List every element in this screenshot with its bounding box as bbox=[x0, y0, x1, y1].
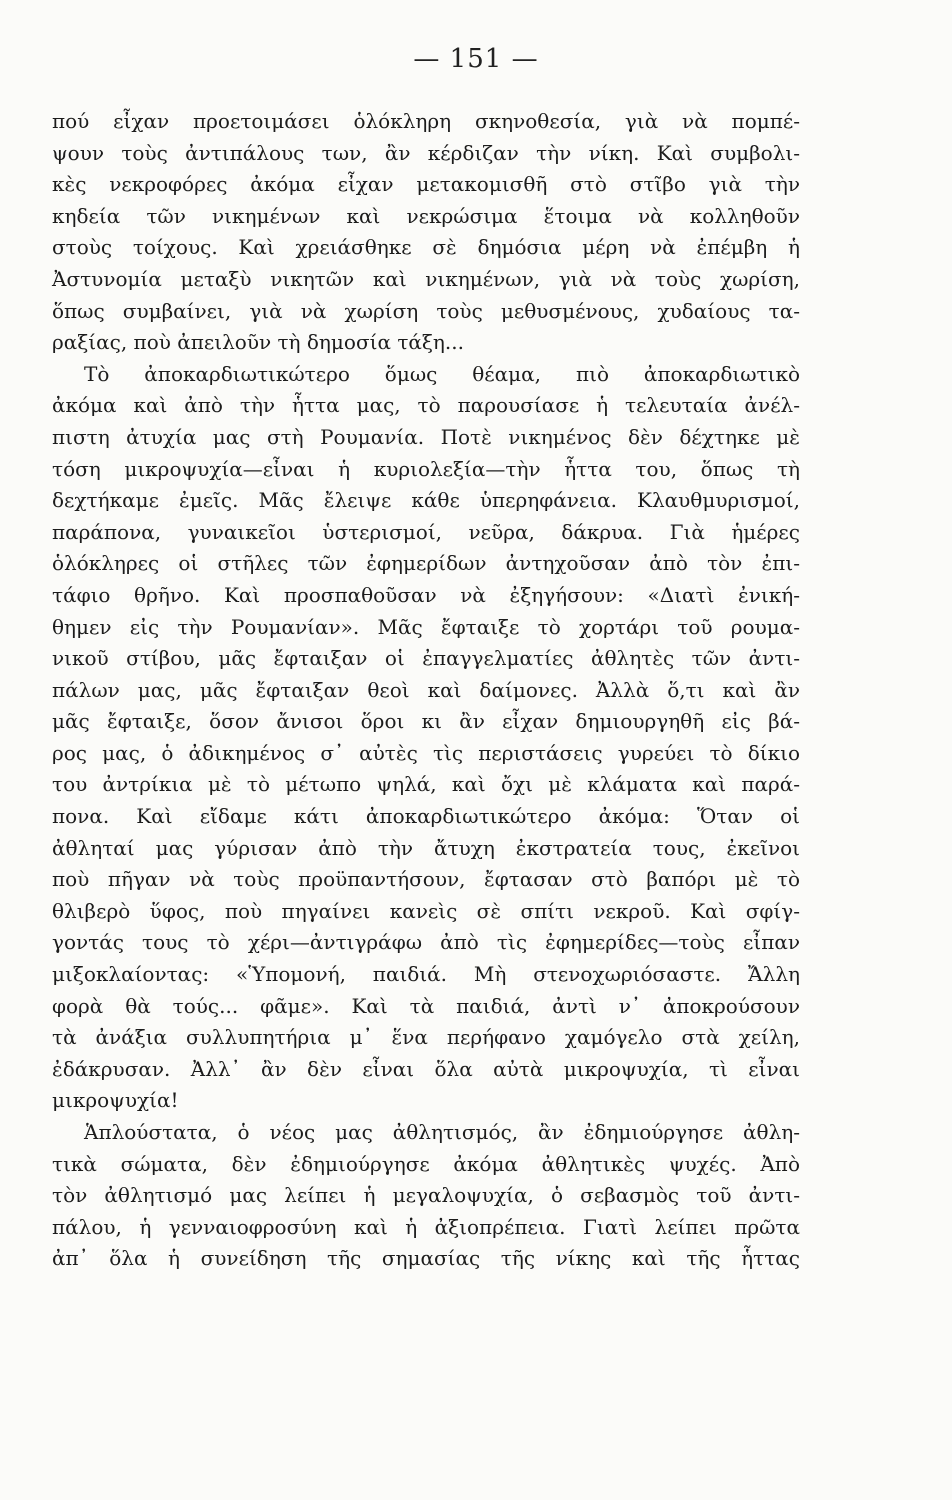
text-line: φορὰ θὰ τούς... φᾶμε». Καὶ τὰ παιδιά, ἀντὶ ν᾽ ἀποκρούσουν bbox=[52, 993, 800, 1018]
text-line: Τὸ ἀποκαρδιωτικώτερο ὅμως θέαμα, πιὸ ἀποκαρδιωτικὸ bbox=[84, 361, 800, 386]
text-line: κηδεία τῶν νικημένων καὶ νεκρώσιμα ἕτοιμα νὰ κολληθοῦν bbox=[52, 203, 800, 228]
text-line: θλιβερὸ ὕφος, ποὺ πηγαίνει κανεὶς σὲ σπίτι νεκροῦ. Καὶ σφίγ- bbox=[52, 898, 800, 923]
text-line: δεχτήκαμε ἐμεῖς. Μᾶς ἔλειψε κάθε ὑπερηφάνεια. Κλαυθμυρισμοί, bbox=[52, 488, 800, 513]
text-line: πάλων μας, μᾶς ἔφταιξαν θεοὶ καὶ δαίμονες. Ἀλλὰ ὅ,τι καὶ ἂν bbox=[52, 677, 800, 702]
body-text bbox=[52, 106, 800, 1275]
text-line: πάλου, ἡ γενναιοφροσύνη καὶ ἡ ἀξιοπρέπεια. Γιατὶ λείπει πρῶτα bbox=[52, 1214, 800, 1239]
text-line: κὲς νεκροφόρες ἀκόμα εἶχαν μετακομισθῆ στὸ στῖβο γιὰ τὴν bbox=[52, 172, 800, 197]
text-line: τόση μικροψυχία—εἶναι ἡ κυριολεξία—τὴν ἧττα του, ὅπως τὴ bbox=[52, 456, 800, 481]
text-line: τάφιο θρῆνο. Καὶ προσπαθοῦσαν νὰ ἐξηγήσουν: «Διατὶ ἐνική- bbox=[52, 582, 800, 607]
text-line: μικροψυχία! bbox=[52, 1088, 179, 1113]
text-line: τικὰ σώματα, δὲν ἐδημιούργησε ἀκόμα ἀθλητικὲς ψυχές. Ἀπὸ bbox=[52, 1151, 800, 1176]
text-line: ὅπως συμβαίνει, γιὰ νὰ χωρίση τοὺς μεθυσμένους, χυδαίους τα- bbox=[52, 298, 800, 323]
text-line: μιξοκλαίοντας: «Ὑπομονή, παιδιά. Μὴ στενοχωριόσαστε. Ἄλλη bbox=[52, 962, 800, 987]
text-line: γοντάς τους τὸ χέρι—ἀντιγράφω ἀπὸ τὶς ἐφημερίδες—τοὺς εἶπαν bbox=[52, 930, 800, 955]
text-line: ὁλόκληρες οἱ στῆλες τῶν ἐφημερίδων ἀντηχοῦσαν ἀπὸ τὸν ἐπι- bbox=[52, 551, 800, 576]
page-number: — 151 — bbox=[413, 44, 539, 74]
text-line: Ἁπλούστατα, ὁ νέος μας ἀθλητισμός, ἂν ἐδημιούργησε ἀθλη- bbox=[84, 1120, 800, 1144]
text-line: πιστη ἀτυχία μας στὴ Ρουμανία. Ποτὲ νικημένος δὲν δέχτηκε μὲ bbox=[52, 424, 800, 449]
text-line: πονα. Καὶ εἴδαμε κάτι ἀποκαρδιωτικώτερο ἀκόμα: Ὅταν οἱ bbox=[52, 804, 800, 829]
text-line: του ἀντρίκια μὲ τὸ μέτωπο ψηλά, καὶ ὄχι μὲ κλάματα καὶ παρά- bbox=[52, 772, 800, 797]
text-line: θημεν εἰς τὴν Ρουμανίαν». Μᾶς ἔφταιξε τὸ χορτάρι τοῦ ρουμα- bbox=[52, 614, 800, 639]
text-line: νικοῦ στίβου, μᾶς ἔφταιξαν οἱ ἐπαγγελματίες ἀθλητὲς τῶν ἀντι- bbox=[52, 646, 800, 671]
text-line: τὰ ἀνάξια συλλυπητήρια μ᾽ ἕνα περήφανο χαμόγελο στὰ χείλη, bbox=[52, 1025, 800, 1050]
text-line: παράπονα, γυναικεῖοι ὑστερισμοί, νεῦρα, δάκρυα. Γιὰ ἡμέρες bbox=[52, 519, 800, 544]
text-line: ἀκόμα καὶ ἀπὸ τὴν ἧττα μας, τὸ παρουσίασε ἡ τελευταία ἀνέλ- bbox=[52, 393, 800, 418]
text-line: στοὺς τοίχους. Καὶ χρειάσθηκε σὲ δημόσια μέρη νὰ ἐπέμβη ἡ bbox=[52, 235, 800, 260]
text-line: ποὺ πῆγαν νὰ τοὺς προϋπαντήσουν, ἔφτασαν στὸ βαπόρι μὲ τὸ bbox=[52, 867, 800, 892]
text-line: Ἀστυνομία μεταξὺ νικητῶν καὶ νικημένων, γιὰ νὰ τοὺς χωρίση, bbox=[52, 266, 800, 291]
text-line: πού εἶχαν προετοιμάσει ὁλόκληρη σκηνοθεσία, γιὰ νὰ πομπέ- bbox=[52, 109, 800, 133]
text-line: ἐδάκρυσαν. Ἀλλ᾽ ἂν δὲν εἶναι ὅλα αὐτὰ μικροψυχία, τὶ εἶναι bbox=[52, 1056, 800, 1081]
text-line: ἀθληταί μας γύρισαν ἀπὸ τὴν ἄτυχη ἐκστρατεία τους, ἐκεῖνοι bbox=[52, 835, 800, 860]
text-line: ψουν τοὺς ἀντιπάλους των, ἂν κέρδιζαν τὴν νίκη. Καὶ συμβολι- bbox=[52, 140, 800, 165]
text-line: ραξίας, ποὺ ἀπειλοῦν τὴ δημοσία τάξη... bbox=[52, 330, 464, 355]
text-line: ρος μας, ὁ ἀδικημένος σ᾽ αὐτὲς τὶς περιστάσεις γυρεύει τὸ δίκιο bbox=[52, 740, 800, 765]
text-line: τὸν ἀθλητισμό μας λείπει ἡ μεγαλοψυχία, ὁ σεβασμὸς τοῦ ἀντι- bbox=[52, 1183, 800, 1208]
text-line: μᾶς ἔφταιξε, ὅσον ἄνισοι ὅροι κι ἂν εἶχαν δημιουργηθῆ εἰς βά- bbox=[52, 709, 800, 734]
text-line: ἀπ᾽ ὅλα ἡ συνείδηση τῆς σημασίας τῆς νίκης καὶ τῆς ἧττας bbox=[52, 1246, 800, 1271]
